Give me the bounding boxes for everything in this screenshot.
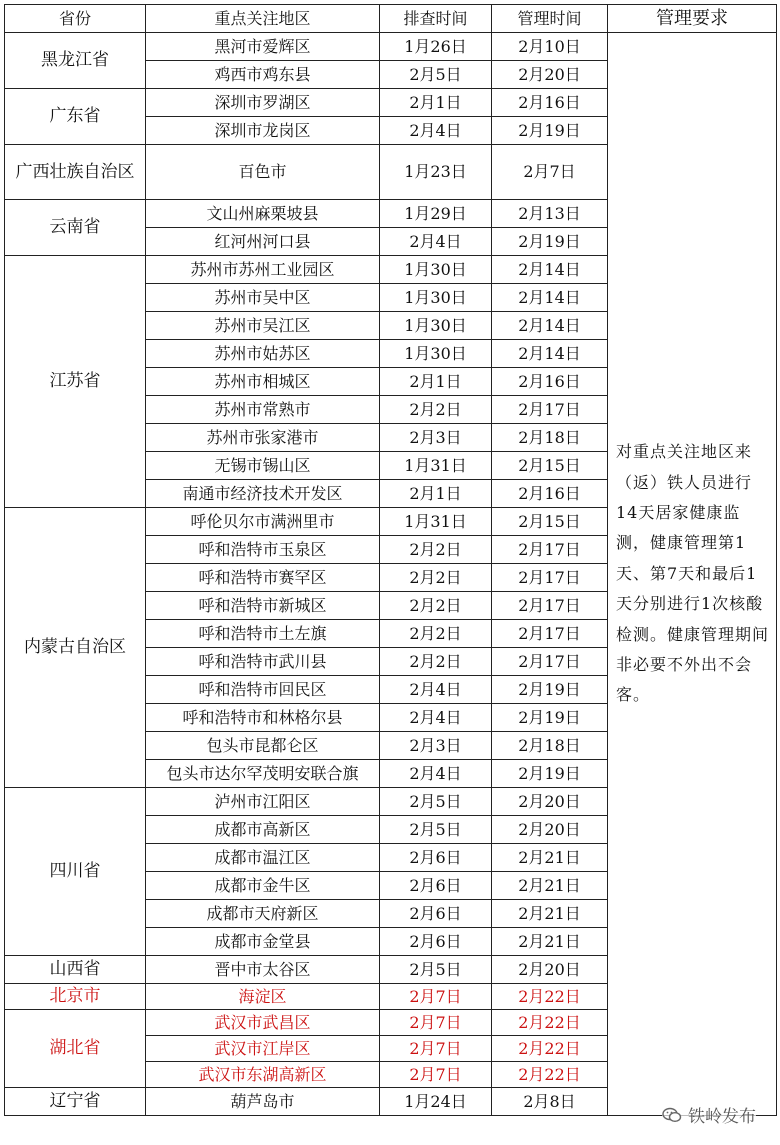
area-cell: 武汉市东湖高新区: [146, 1062, 380, 1088]
check-time-cell: 2月1日: [380, 480, 492, 508]
manage-time-cell: 2月13日: [492, 200, 608, 228]
check-time-cell: 1月30日: [380, 340, 492, 368]
manage-time-cell: 2月14日: [492, 284, 608, 312]
check-time-cell: 2月2日: [380, 648, 492, 676]
area-cell: 苏州市常熟市: [146, 396, 380, 424]
area-cell: 武汉市武昌区: [146, 1010, 380, 1036]
check-time-cell: 1月30日: [380, 256, 492, 284]
watermark: [662, 1102, 756, 1127]
area-cell: 呼伦贝尔市满洲里市: [146, 508, 380, 536]
province-cell: 广东省: [5, 89, 146, 145]
province-cell: 山西省: [5, 956, 146, 984]
manage-time-cell: 2月17日: [492, 620, 608, 648]
manage-time-cell: 2月17日: [492, 648, 608, 676]
area-cell: 苏州市张家港市: [146, 424, 380, 452]
area-cell: 成都市天府新区: [146, 900, 380, 928]
area-cell: 深圳市罗湖区: [146, 89, 380, 117]
header-manage-time: 管理时间: [492, 5, 608, 33]
manage-time-cell: 2月19日: [492, 228, 608, 256]
check-time-cell: 2月2日: [380, 592, 492, 620]
check-time-cell: 1月26日: [380, 33, 492, 61]
area-cell: 武汉市江岸区: [146, 1036, 380, 1062]
check-time-cell: 2月6日: [380, 872, 492, 900]
area-cell: 呼和浩特市玉泉区: [146, 536, 380, 564]
check-time-cell: 2月3日: [380, 732, 492, 760]
area-cell: 苏州市吴中区: [146, 284, 380, 312]
area-cell: 葫芦岛市: [146, 1088, 380, 1116]
manage-time-cell: 2月7日: [492, 145, 608, 200]
header-province: 省份: [5, 5, 146, 33]
manage-time-cell: 2月15日: [492, 452, 608, 480]
manage-time-cell: 2月17日: [492, 592, 608, 620]
area-cell: 呼和浩特市新城区: [146, 592, 380, 620]
manage-time-cell: 2月20日: [492, 788, 608, 816]
manage-time-cell: 2月20日: [492, 816, 608, 844]
area-cell: 鸡西市鸡东县: [146, 61, 380, 89]
manage-time-cell: 2月19日: [492, 676, 608, 704]
header-area: 重点关注地区: [146, 5, 380, 33]
check-time-cell: 2月4日: [380, 704, 492, 732]
check-time-cell: 2月1日: [380, 368, 492, 396]
table-row: [5, 33, 777, 61]
area-cell: 晋中市太谷区: [146, 956, 380, 984]
manage-time-cell: 2月10日: [492, 33, 608, 61]
area-cell: 成都市金牛区: [146, 872, 380, 900]
area-cell: 成都市金堂县: [146, 928, 380, 956]
area-cell: 南通市经济技术开发区: [146, 480, 380, 508]
province-cell: 广西壮族自治区: [5, 145, 146, 200]
manage-time-cell: 2月14日: [492, 312, 608, 340]
manage-time-cell: 2月22日: [492, 1036, 608, 1062]
check-time-cell: 2月2日: [380, 620, 492, 648]
check-time-cell: 2月5日: [380, 788, 492, 816]
manage-time-cell: 2月22日: [492, 1010, 608, 1036]
check-time-cell: 1月29日: [380, 200, 492, 228]
area-cell: 深圳市龙岗区: [146, 117, 380, 145]
manage-time-cell: 2月8日: [492, 1088, 608, 1116]
province-cell: 黑龙江省: [5, 33, 146, 89]
risk-area-table: [4, 4, 777, 1116]
check-time-cell: 2月7日: [380, 1036, 492, 1062]
manage-time-cell: 2月19日: [492, 117, 608, 145]
check-time-cell: 2月7日: [380, 1062, 492, 1088]
area-cell: 苏州市苏州工业园区: [146, 256, 380, 284]
manage-time-cell: 2月17日: [492, 564, 608, 592]
manage-time-cell: 2月21日: [492, 900, 608, 928]
manage-time-cell: 2月19日: [492, 760, 608, 788]
manage-time-cell: 2月20日: [492, 956, 608, 984]
check-time-cell: 2月7日: [380, 1010, 492, 1036]
province-cell: 四川省: [5, 788, 146, 956]
area-cell: 苏州市吴江区: [146, 312, 380, 340]
province-cell: 内蒙古自治区: [5, 508, 146, 788]
manage-time-cell: 2月18日: [492, 732, 608, 760]
manage-time-cell: 2月15日: [492, 508, 608, 536]
manage-time-cell: 2月16日: [492, 480, 608, 508]
area-cell: 海淀区: [146, 984, 380, 1010]
check-time-cell: 2月4日: [380, 760, 492, 788]
header-check-time: 排查时间: [380, 5, 492, 33]
check-time-cell: 2月6日: [380, 928, 492, 956]
check-time-cell: 2月1日: [380, 89, 492, 117]
check-time-cell: 2月6日: [380, 900, 492, 928]
check-time-cell: 2月2日: [380, 536, 492, 564]
area-cell: 包头市达尔罕茂明安联合旗: [146, 760, 380, 788]
check-time-cell: 2月5日: [380, 956, 492, 984]
area-cell: 包头市昆都仑区: [146, 732, 380, 760]
manage-time-cell: 2月16日: [492, 368, 608, 396]
area-cell: 苏州市相城区: [146, 368, 380, 396]
manage-time-cell: 2月16日: [492, 89, 608, 117]
check-time-cell: 2月5日: [380, 61, 492, 89]
check-time-cell: 2月4日: [380, 676, 492, 704]
area-cell: 无锡市锡山区: [146, 452, 380, 480]
requirement-cell: 对重点关注地区来（返）铁人员进行14天居家健康监测，健康管理第1天、第7天和最后1天分别进行1次核酸检测。健康管理期间非必要不外出不会客。: [608, 33, 777, 1116]
manage-time-cell: 2月21日: [492, 872, 608, 900]
manage-time-cell: 2月21日: [492, 928, 608, 956]
manage-time-cell: 2月19日: [492, 704, 608, 732]
manage-time-cell: 2月17日: [492, 396, 608, 424]
check-time-cell: 1月23日: [380, 145, 492, 200]
manage-time-cell: 2月20日: [492, 61, 608, 89]
area-cell: 苏州市姑苏区: [146, 340, 380, 368]
check-time-cell: 2月7日: [380, 984, 492, 1010]
area-cell: 呼和浩特市土左旗: [146, 620, 380, 648]
check-time-cell: 1月30日: [380, 284, 492, 312]
table-body: [5, 33, 777, 1116]
check-time-cell: 2月3日: [380, 424, 492, 452]
check-time-cell: 1月31日: [380, 452, 492, 480]
province-cell: 湖北省: [5, 1010, 146, 1088]
check-time-cell: 1月30日: [380, 312, 492, 340]
check-time-cell: 2月2日: [380, 564, 492, 592]
province-cell: 辽宁省: [5, 1088, 146, 1116]
area-cell: 红河州河口县: [146, 228, 380, 256]
area-cell: 文山州麻栗坡县: [146, 200, 380, 228]
check-time-cell: 2月4日: [380, 228, 492, 256]
manage-time-cell: 2月21日: [492, 844, 608, 872]
area-cell: 呼和浩特市和林格尔县: [146, 704, 380, 732]
check-time-cell: 2月5日: [380, 816, 492, 844]
check-time-cell: 2月4日: [380, 117, 492, 145]
area-cell: 泸州市江阳区: [146, 788, 380, 816]
manage-time-cell: 2月14日: [492, 340, 608, 368]
wechat-icon: [662, 1107, 682, 1123]
header-requirement: 管理要求: [608, 5, 777, 33]
area-cell: 呼和浩特市赛罕区: [146, 564, 380, 592]
check-time-cell: 1月31日: [380, 508, 492, 536]
manage-time-cell: 2月17日: [492, 536, 608, 564]
manage-time-cell: 2月22日: [492, 984, 608, 1010]
check-time-cell: 2月2日: [380, 396, 492, 424]
area-cell: 黑河市爱辉区: [146, 33, 380, 61]
area-cell: 成都市温江区: [146, 844, 380, 872]
area-cell: 成都市高新区: [146, 816, 380, 844]
check-time-cell: 1月24日: [380, 1088, 492, 1116]
province-cell: 云南省: [5, 200, 146, 256]
province-cell: 江苏省: [5, 256, 146, 508]
area-cell: 百色市: [146, 145, 380, 200]
manage-time-cell: 2月18日: [492, 424, 608, 452]
manage-time-cell: 2月14日: [492, 256, 608, 284]
check-time-cell: 2月6日: [380, 844, 492, 872]
watermark-text: 铁岭发布: [688, 1107, 756, 1127]
manage-time-cell: 2月22日: [492, 1062, 608, 1088]
area-cell: 呼和浩特市回民区: [146, 676, 380, 704]
area-cell: 呼和浩特市武川县: [146, 648, 380, 676]
province-cell: 北京市: [5, 984, 146, 1010]
